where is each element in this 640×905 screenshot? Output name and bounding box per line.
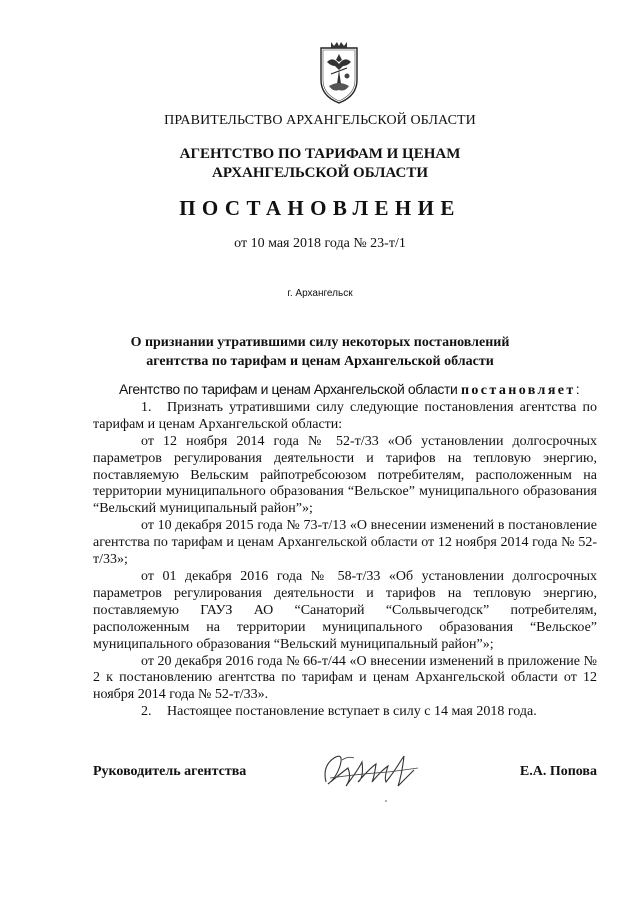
coat-of-arms-icon (317, 40, 361, 106)
scan-speck (385, 800, 387, 802)
item-2 (93, 704, 597, 721)
item-1 (93, 400, 597, 434)
agency-name-line2: АРХАНГЕЛЬСКОЙ ОБЛАСТИ (212, 165, 428, 181)
agency-name (0, 145, 640, 183)
item-1-text: Признать утратившими силу следующие постановления агентства по тарифам и ценам Архангельской области: (93, 399, 597, 432)
sub-item-3: от 01 декабря 2016 года № 58-т/33 «Об установлении долгосрочных параметров регулирования деятельности и тарифов на тепловую энергию, поставляемую ГАУЗ АО “Санаторий “Сольвычегодск” потребителям, расположенным на территории муниципального образования “Вельское” муниципального образования “Вельский муниципальный район”»; (93, 568, 597, 652)
document-type: ПОСТАНОВЛЕНИЕ (179, 196, 461, 220)
item-2-text: Настоящее постановление вступает в силу с 14 мая 2018 года. (167, 704, 537, 720)
decree-subject (0, 333, 640, 371)
signatory-role: Руководитель агентства (93, 764, 247, 779)
sub-item-4: от 20 декабря 2016 года № 66-т/44 «О внесении изменений в приложение № 2 к постановлению агентства по тарифам и ценам Архангельской области от 12 ноября 2014 года № 52-т/33». (93, 653, 597, 703)
sub-item-1: от 12 ноября 2014 года № 52-т/33 «Об установлении долгосрочных параметров регулирования деятельности и тарифов на тепловую энергию, поставляемую Вельским райпотребсоюзом потребителям, расположенным на территории муниципального образования “Вельское” муниципального образования “Вельский муниципальный район”»; (93, 433, 597, 517)
item-2-number: 2. (141, 704, 152, 720)
signatory-name: Е.А. Попова (519, 764, 597, 779)
lead-verb: постановляет (460, 383, 576, 398)
handwritten-signature (318, 748, 428, 792)
lead-paragraph (93, 381, 597, 400)
decree-body (93, 381, 597, 721)
city-name: г. Архангельск (287, 288, 353, 299)
sub-item-2: от 10 декабря 2015 года № 73-т/13 «О внесении изменений в постановление агентства по тарифам и ценам Архангельской области от 12 ноября 2014 года № 52-т/33»; (93, 518, 597, 568)
government-name: ПРАВИТЕЛЬСТВО АРХАНГЕЛЬСКОЙ ОБЛАСТИ (164, 113, 476, 128)
lead-text: Агентство по тарифам и ценам Архангельской области (119, 381, 461, 397)
item-1-number: 1. (141, 399, 152, 415)
subject-line1: О признании утратившими силу некоторых постановлений (130, 335, 510, 350)
decree-date-number: от 10 мая 2018 года № 23-т/1 (234, 236, 406, 251)
agency-name-line1: АГЕНТСТВО ПО ТАРИФАМ И ЦЕНАМ (179, 146, 461, 162)
subject-line2: агентства по тарифам и ценам Архангельской области (146, 354, 494, 369)
lead-end: : (575, 381, 580, 397)
